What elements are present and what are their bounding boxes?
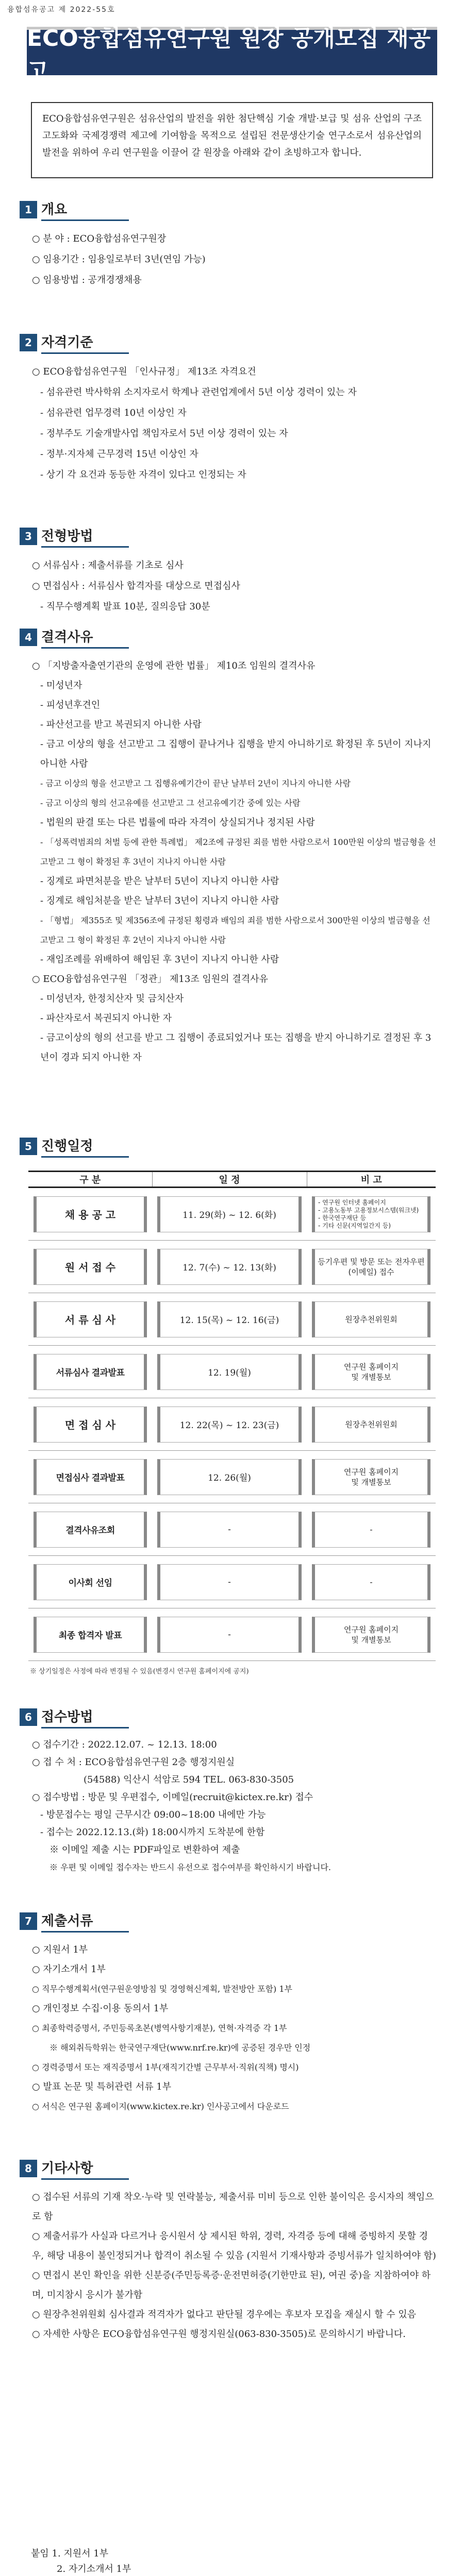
section-title: 기타사항 [41, 2160, 129, 2180]
application-list [26, 1736, 438, 1876]
list-item: ○ 접수방법 : 방문 및 우편접수, 이메일(recruit@kictex.re.kr) 접수 [32, 1792, 313, 1803]
list-item: - 「형법」 제355조 및 제356조에 규정된 횡령과 배임의 죄를 범한 사람으로서 300만원 이상의 벌금형을 선고받고 그 형이 확정된 후 2년이 지나지 아니한 사람 [40, 916, 430, 945]
section-title: 진행일정 [41, 1138, 129, 1158]
stage-cell: 최종 합격자 발표 [34, 1617, 147, 1653]
schedule-footnote: ※ 상기일정은 사정에 따라 변경될 수 있음(변경시 연구원 홈페이지에 공지) [30, 1668, 249, 1675]
stage-cell: 면접심사 결과발표 [34, 1459, 147, 1495]
section-number: 6 [20, 1708, 37, 1726]
table-row [28, 1556, 436, 1608]
note-cell: 연구원 홈페이지 및 개별통보 [312, 1354, 430, 1390]
qualification-list [26, 362, 438, 485]
date-cell: - [157, 1512, 302, 1548]
section-title: 전형방법 [41, 528, 129, 548]
overview-list [26, 229, 438, 291]
table-row [28, 1293, 436, 1346]
list-item: ○ 최종학력증명서, 주민등록초본(병역사항기재분), 연혁·자격증 각 1부 [32, 2023, 287, 2033]
table-row [28, 1188, 436, 1241]
list-item: ※ 우편 및 이메일 접수자는 반드시 유선으로 접수여부를 확인하시기 바랍니다. [49, 1862, 331, 1872]
list-item: - 금고이상의 형의 선고를 받고 그 집행이 종료되었거나 또는 집행을 받지 아니하기로 결정된 후 3년이 경과 되지 아니한 자 [40, 1032, 432, 1063]
section-header-disqualification [20, 629, 129, 649]
section-number: 5 [20, 1138, 37, 1155]
attachment-item: 2. 자기소개서 1부 [57, 2564, 131, 2574]
stage-cell: 면 접 심 사 [34, 1406, 147, 1443]
notice-number: 융합섬유공고 제 2022-55호 [7, 6, 115, 14]
list-item: ○ 접수기간 : 2022.12.07. ~ 12.13. 18:00 [32, 1739, 217, 1750]
stage-cell: 원 서 접 수 [34, 1249, 147, 1285]
list-item: ○ 임용기간 : 임용일로부터 3년(연임 가능) [32, 254, 206, 265]
table-row [28, 1346, 436, 1398]
list-item: - 파산자로서 복권되지 아니한 자 [40, 1013, 172, 1024]
note-cell: - 연구원 인터넷 홈페이지 - 고용노동부 고용정보시스템(워크넷) - 한국연구재단 등 - 기타 신문(지역일간지 등) [312, 1196, 430, 1232]
list-item: ○ 발표 논문 및 특허관련 서류 1부 [32, 2081, 172, 2092]
section-header-screening [20, 528, 129, 548]
date-cell: 12. 22(목) ~ 12. 23(금) [157, 1406, 302, 1443]
list-item: ○ 원장추천위원회 심사결과 적격자가 없다고 판단될 경우에는 후보자 모집을 재실시 할 수 있음 [32, 2309, 417, 2320]
table-row [28, 1398, 436, 1451]
section-header-qualification [20, 334, 129, 354]
list-item: - 피성년후견인 [40, 700, 101, 710]
date-cell: 12. 19(월) [157, 1354, 302, 1390]
list-item: - 섬유관련 업무경력 10년 이상인 자 [40, 408, 187, 418]
list-item: ○ ECO융합섬유연구원 「인사규정」 제13조 자격요건 [32, 366, 256, 377]
list-item: ○ 면접심사 : 서류심사 합격자를 대상으로 면접심사 [32, 581, 240, 591]
intro-box: ECO융합섬유연구원은 섬유산업의 발전을 위한 첨단핵심 기술 개발·보급 및 섬유 산업의 구조고도화와 국제경쟁력 제고에 기여함을 목적으로 설립된 전문생산기술 연구소로서 섬유산업의 발전을 위하여 우리 연구원을 이끌어 갈 원장을 아래와 같이 초빙하고자 합니다. [31, 102, 433, 178]
section-title: 접수방법 [41, 1708, 129, 1728]
column-header: 구 분 [28, 1172, 152, 1188]
page-title: ECO융합섬유연구원 원장 공개모집 재공고 [27, 27, 437, 75]
list-item: ○ 「지방출자출연기관의 운영에 관한 법률」 제10조 임원의 결격사유 [32, 660, 316, 671]
nrf-link[interactable]: ※ 해외취득학위는 한국연구재단(www.nrf.re.kr)에 공증된 경우만 인정 [49, 2043, 311, 2053]
table-row [28, 1451, 436, 1503]
list-item: - 징계로 해임처분을 받은 날부터 3년이 지나지 아니한 사람 [40, 895, 279, 906]
section-header-other [20, 2160, 129, 2180]
note-cell: - [312, 1564, 430, 1600]
section-number: 7 [20, 1912, 37, 1930]
screening-list [26, 555, 438, 617]
documents-list [26, 1940, 438, 2116]
table-row [28, 1241, 436, 1293]
section-number: 8 [20, 2160, 37, 2177]
list-item: - 상기 각 요건과 동등한 자격이 있다고 인정되는 자 [40, 469, 246, 480]
list-item: ○ 분 야 : ECO융합섬유연구원장 [32, 233, 167, 244]
note-cell: 연구원 홈페이지 및 개별통보 [312, 1617, 430, 1653]
list-item: - 파산선고를 받고 복권되지 아니한 사람 [40, 719, 202, 730]
note-cell: 등기우편 및 방문 또는 전자우편(이메일) 접수 [312, 1249, 430, 1285]
list-item: - 금고 이상의 형을 선고받고 그 집행이 끝나거나 집행을 받지 아니하기로 확정된 후 5년이 지나지 아니한 사람 [40, 739, 432, 769]
stage-cell: 채 용 공 고 [34, 1196, 147, 1232]
date-cell: 12. 7(수) ~ 12. 13(화) [157, 1249, 302, 1285]
section-number: 2 [20, 334, 37, 351]
note-cell: 원장추천위원회 [312, 1301, 430, 1337]
list-item: - 방문접수는 평일 근무시간 09:00~18:00 내에만 가능 [40, 1809, 266, 1820]
list-item: - 「성폭력범죄의 처벌 등에 관한 특례법」 제2조에 규정된 죄를 범한 사람으로서 100만원 이상의 벌금형을 선고받고 그 형이 확정된 후 3년이 지나지 아니한 사람 [40, 837, 436, 867]
section-number: 1 [20, 201, 37, 218]
stage-cell: 서류심사 결과발표 [34, 1354, 147, 1390]
attachments-list [31, 2546, 206, 2576]
section-number: 3 [20, 528, 37, 545]
date-cell: 12. 15(목) ~ 12. 16(금) [157, 1301, 302, 1337]
list-item: - 징계로 파면처분을 받은 날부터 5년이 지나지 아니한 사람 [40, 876, 279, 887]
attachment-item: 붙임 1. 지원서 1부 [31, 2548, 109, 2559]
list-item: - 재임조례를 위배하여 해임된 후 3년이 지나지 아니한 사람 [40, 954, 279, 965]
column-header: 비 고 [307, 1172, 436, 1188]
list-item: ○ 직무수행계획서(연구원운영방침 및 경영혁신계획, 발전방안 포함) 1부 [32, 1984, 292, 1994]
list-item: - 금고 이상의 형을 선고받고 그 집행유예기간이 끝난 날부터 2년이 지나지 아니한 사람 [40, 778, 351, 788]
list-item: ○ 면접시 본인 확인을 위한 신분증(주민등록증·운전면허증(기한만료 된), 여권 중)을 지참하여야 하며, 미지참시 응시가 불가함 [32, 2270, 431, 2300]
list-item: ○ 임용방법 : 공개경쟁채용 [32, 275, 142, 285]
stage-cell: 이사회 선임 [34, 1564, 147, 1600]
list-item: ○ 자기소개서 1부 [32, 1964, 106, 1975]
date-cell: 12. 26(월) [157, 1459, 302, 1495]
table-row [28, 1608, 436, 1661]
list-item: ○ 지원서 1부 [32, 1944, 88, 1955]
list-item: - 섬유관련 박사학위 소지자로서 학계나 관련업계에서 5년 이상 경력이 있는 자 [40, 387, 357, 398]
list-item: - 접수는 2022.12.13.(화) 18:00시까지 도착분에 한함 [40, 1827, 265, 1838]
note-cell: - [312, 1512, 430, 1548]
section-header-documents [20, 1912, 129, 1933]
table-header-row [28, 1172, 436, 1188]
section-header-overview [20, 201, 129, 221]
list-item: - 금고 이상의 형의 선고유예를 선고받고 그 선고유예기간 중에 있는 사람 [40, 798, 301, 808]
section-title: 자격기준 [41, 334, 129, 354]
date-cell: - [157, 1564, 302, 1600]
note-cell: 원장추천위원회 [312, 1406, 430, 1443]
kictex-link[interactable]: ○ 서식은 연구원 홈페이지(www.kictex.re.kr) 인사공고에서 다운로드 [32, 2102, 289, 2111]
stage-cell: 서 류 심 사 [34, 1301, 147, 1337]
list-item: ○ 경력증명서 또는 재직증명서 1부(재직기간별 근무부서·직위(직책) 명시) [32, 2062, 299, 2072]
section-header-application [20, 1708, 129, 1728]
list-item: ○ ECO융합섬유연구원 「정관」 제13조 임원의 결격사유 [32, 974, 268, 985]
list-item: - 미성년자 [40, 680, 82, 691]
list-item: (54588) 익산시 석암로 594 TEL. 063-830-3505 [84, 1774, 294, 1785]
section-title: 결격사유 [41, 629, 129, 649]
disqualification-list [26, 656, 438, 1067]
list-item: ○ 제출서류가 사실과 다르거나 응시원서 상 제시된 학위, 경력, 자격증 등에 대해 증빙하지 못할 경우, 해당 내용이 불인정되거나 합격이 취소될 수 있음 (지원서 기재사항과 증빙서류가 일치하여야 함) [32, 2231, 436, 2261]
list-item: ○ 개인정보 수집·이용 동의서 1부 [32, 2003, 169, 2014]
note-cell: 연구원 홈페이지 및 개별통보 [312, 1459, 430, 1495]
list-item: - 미성년자, 한정치산자 및 금치산자 [40, 993, 184, 1004]
list-item: ○ 서류심사 : 제출서류를 기초로 심사 [32, 560, 184, 571]
section-title: 제출서류 [41, 1912, 129, 1933]
section-title: 개요 [41, 201, 129, 221]
schedule-table [28, 1171, 436, 1661]
list-item: - 직무수행계획 발표 10분, 질의응답 30분 [40, 601, 210, 612]
section-header-schedule [20, 1138, 129, 1158]
section-number: 4 [20, 629, 37, 646]
list-item: ○ 자세한 사항은 ECO융합섬유연구원 행정지원실(063-830-3505)로 문의하시기 바랍니다. [32, 2329, 406, 2340]
other-list [26, 2188, 438, 2344]
date-cell: - [157, 1617, 302, 1653]
date-cell: 11. 29(화) ~ 12. 6(화) [157, 1196, 302, 1232]
column-header: 일 정 [152, 1172, 307, 1188]
list-item: ○ 접수된 서류의 기재 착오·누락 및 연락불능, 제출서류 미비 등으로 인한 불이익은 응시자의 책임으로 함 [32, 2192, 434, 2222]
list-item: - 법원의 판결 또는 다른 법률에 따라 자격이 상실되거나 정지된 사람 [40, 817, 315, 828]
table-row [28, 1503, 436, 1556]
list-item: ※ 이메일 제출 시는 PDF파일로 변환하여 제출 [49, 1844, 240, 1855]
list-item: ○ 접 수 처 : ECO융합섬유연구원 2층 행정지원실 [32, 1757, 235, 1768]
stage-cell: 결격사유조회 [34, 1512, 147, 1548]
list-item: - 정부·지자체 근무경력 15년 이상인 자 [40, 449, 198, 460]
list-item: - 정부주도 기술개발사업 책임자로서 5년 이상 경력이 있는 자 [40, 428, 288, 439]
